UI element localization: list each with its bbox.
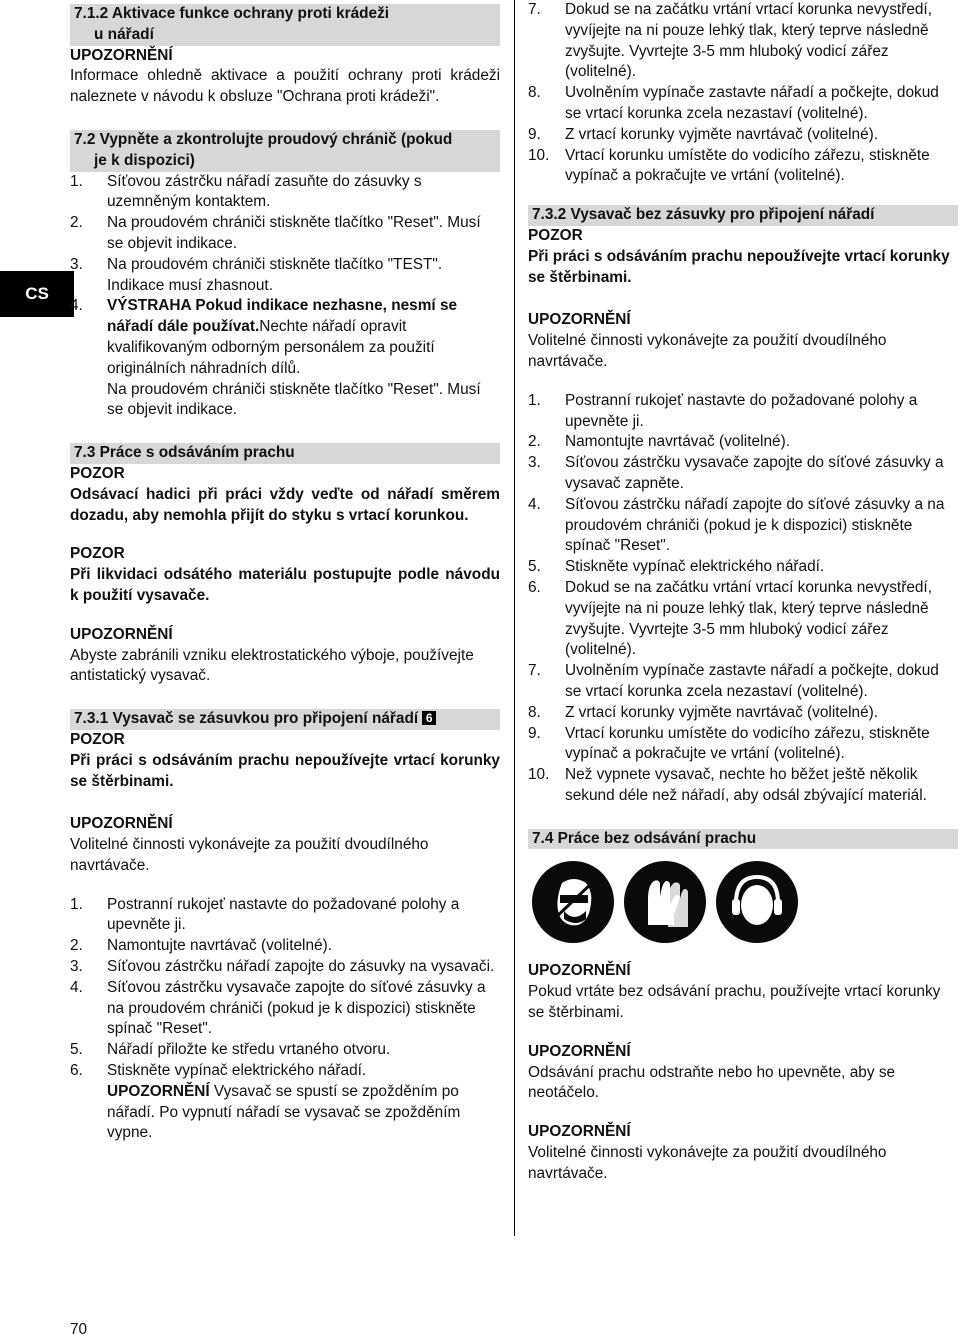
list-item: 9. Z vrtací korunky vyjměte navrtávač (volitelné). xyxy=(528,125,879,143)
list-item: 1. Síťovou zástrčku nářadí zasuňte do zásuvky s uzemněným kontaktem. xyxy=(70,172,422,211)
list-item: 7. Uvolněním vypínače zastavte nářadí a počkejte, dokud se vrtací korunka zcela nezastaví (volitelné). xyxy=(528,662,939,700)
caution-text: Odsávací hadici při práci vždy veďte od nářadí směrem dozadu, aby nemohla přijít do styku s vrtací korunkou. xyxy=(70,485,500,524)
caution-label: POZOR xyxy=(70,730,125,748)
section-heading-7-1-2: 7.1.2 Aktivace funkce ochrany proti krádeži u nářadí xyxy=(70,4,500,46)
list-item: 7. Dokud se na začátku vrtání vrtací korunka nevystředí, vyvíjejte na ni pouze lehký tlak, který teprve následně zvyšujte. Vyvrtejte 3-5 mm hluboký vodicí zářez (volitelné). xyxy=(528,1,932,81)
list-item: 5. Stiskněte vypínač elektrického nářadí. xyxy=(528,558,825,576)
list-item: 1. Postranní rukojeť nastavte do požadované polohy a upevněte ji. xyxy=(70,895,460,934)
list-item: 2. Namontujte navrtávač (volitelné). xyxy=(70,937,332,955)
steps-list-7-3-1 xyxy=(70,895,500,1145)
note-text: Volitelné činnosti vykonávejte za použití dvoudílného navrtávače. xyxy=(528,1144,887,1182)
list-item: 5. Nářadí přiložte ke středu vrtaného otvoru. xyxy=(70,1041,391,1059)
list-item: 10. Než vypnete vysavač, nechte ho běžet ještě několik sekund déle než nářadí, aby odsál zbývající materiál. xyxy=(528,766,927,804)
column-divider xyxy=(514,0,515,1236)
list-item: 1. Postranní rukojeť nastavte do požadované polohy a upevněte ji. xyxy=(528,391,918,430)
list-item: 4. Síťovou zástrčku vysavače zapojte do síťové zásuvky a na proudovém chrániči (pokud je k dispozici) stiskněte spínač "Reset". xyxy=(70,978,486,1038)
list-item: 8. Uvolněním vypínače zastavte nářadí a počkejte, dokud se vrtací korunka zcela nezastaví (volitelné). xyxy=(528,84,939,122)
note-label: UPOZORNĚNÍ xyxy=(70,625,173,643)
note-label: UPOZORNĚNÍ xyxy=(528,1042,631,1060)
figure-reference-icon: 6 xyxy=(422,711,436,725)
list-item: 4. Síťovou zástrčku nářadí zapojte do síťové zásuvky a na proudovém chrániči (pokud je k dispozici) stiskněte spínač "Reset". xyxy=(528,495,945,555)
left-column xyxy=(70,4,500,1144)
caution-label: POZOR xyxy=(528,226,583,244)
note-label: UPOZORNĚNÍ xyxy=(70,46,173,64)
section-heading-7-3: 7.3 Práce s odsáváním prachu xyxy=(70,443,500,464)
language-tab: CS xyxy=(0,271,74,317)
face-mask-goggles-icon xyxy=(532,861,614,943)
list-item: 9. Vrtací korunku umístěte do vodicího zářezu, stiskněte vypínač a pokračujte ve vrtání (volitelné). xyxy=(528,724,930,763)
list-item: 3. Na proudovém chrániči stiskněte tlačítko "TEST". Indikace musí zhasnout. xyxy=(70,255,443,294)
note-label: UPOZORNĚNÍ xyxy=(528,962,631,980)
steps-list-7-3-2 xyxy=(528,391,958,807)
note-text: Volitelné činnosti vykonávejte za použití dvoudílného navrtávače. xyxy=(528,332,887,370)
list-item: 4. VÝSTRAHA Pokud indikace nezhasne, nesmí se nářadí dále používat.Nechte nářadí opravit kvalifikovaným odborným personálem za použití originálních náhradních dílů. Na proudovém chrániči stiskněte tlačítko "Reset". Musí se objevit indikace. xyxy=(70,297,481,419)
right-column xyxy=(528,0,958,1185)
section-heading-7-3-2: 7.3.2 Vysavač bez zásuvky pro připojení nářadí xyxy=(528,205,958,226)
list-item: 2. Namontujte navrtávač (volitelné). xyxy=(528,433,790,451)
list-item: 8. Z vrtací korunky vyjměte navrtávač (volitelné). xyxy=(528,703,879,721)
note-text: Odsávání prachu odstraňte nebo ho upevněte, aby se neotáčelo. xyxy=(528,1063,896,1102)
note-label: UPOZORNĚNÍ xyxy=(528,1123,631,1141)
list-item: 6. Dokud se na začátku vrtání vrtací korunka nevystředí, vyvíjejte na ni pouze lehký tlak, který teprve následně zvyšujte. Vyvrtejte 3-5 mm hluboký vodicí zářez (volitelné). xyxy=(528,578,932,659)
note-label: UPOZORNĚNÍ xyxy=(70,815,173,833)
section-heading-7-2: 7.2 Vypněte a zkontrolujte proudový chránič (pokud je k dispozici) xyxy=(70,130,500,172)
note-text: Pokud vrtáte bez odsávání prachu, používejte vrtací korunky se štěrbinami. xyxy=(528,983,941,1022)
steps-list-continued xyxy=(528,0,958,187)
page-number: 70 xyxy=(70,1321,88,1338)
caution-text: Při likvidaci odsátého materiálu postupujte podle návodu k použití vysavače. xyxy=(70,566,500,604)
list-item: 2. Na proudovém chrániči stiskněte tlačítko "Reset". Musí se objevit indikace. xyxy=(70,214,481,252)
ppe-icons xyxy=(532,861,958,943)
protective-gloves-icon xyxy=(624,861,706,943)
ear-protection-icon xyxy=(716,861,798,943)
note-text: Informace ohledně aktivace a použití ochrany proti krádeži naleznete v návodu k obsluze "Ochrana proti krádeži". xyxy=(70,67,500,106)
caution-label: POZOR xyxy=(70,545,125,563)
section-heading-7-3-1: 7.3.1 Vysavač se zásuvkou pro připojení nářadí 6 xyxy=(70,709,500,730)
caution-label: POZOR xyxy=(70,464,125,482)
steps-list-7-2 xyxy=(70,172,500,422)
note-label: UPOZORNĚNÍ xyxy=(528,311,631,329)
list-item: 6. Stiskněte vypínač elektrického nářadí. UPOZORNĚNÍ Vysavač se spustí se zpožděním po nářadí. Po vypnutí nářadí se vysavač se zpožděním vypne. xyxy=(70,1062,461,1142)
note-text: Volitelné činnosti vykonávejte za použití dvoudílného navrtávače. xyxy=(70,836,429,874)
section-heading-7-4: 7.4 Práce bez odsávání prachu xyxy=(528,829,958,850)
note-text: Abyste zabránili vzniku elektrostatického výboje, používejte antistatický vysavač. xyxy=(70,646,474,685)
caution-text: Při práci s odsáváním prachu nepoužívejte vrtací korunky se štěrbinami. xyxy=(70,751,500,790)
list-item: 3. Síťovou zástrčku nářadí zapojte do zásuvky na vysavači. xyxy=(70,958,495,976)
caution-text: Při práci s odsáváním prachu nepoužívejte vrtací korunky se štěrbinami. xyxy=(528,247,950,286)
list-item: 10. Vrtací korunku umístěte do vodicího zářezu, stiskněte vypínač a pokračujte ve vrtání (volitelné). xyxy=(528,146,930,185)
list-item: 3. Síťovou zástrčku vysavače zapojte do síťové zásuvky a vysavač zapněte. xyxy=(528,454,944,492)
